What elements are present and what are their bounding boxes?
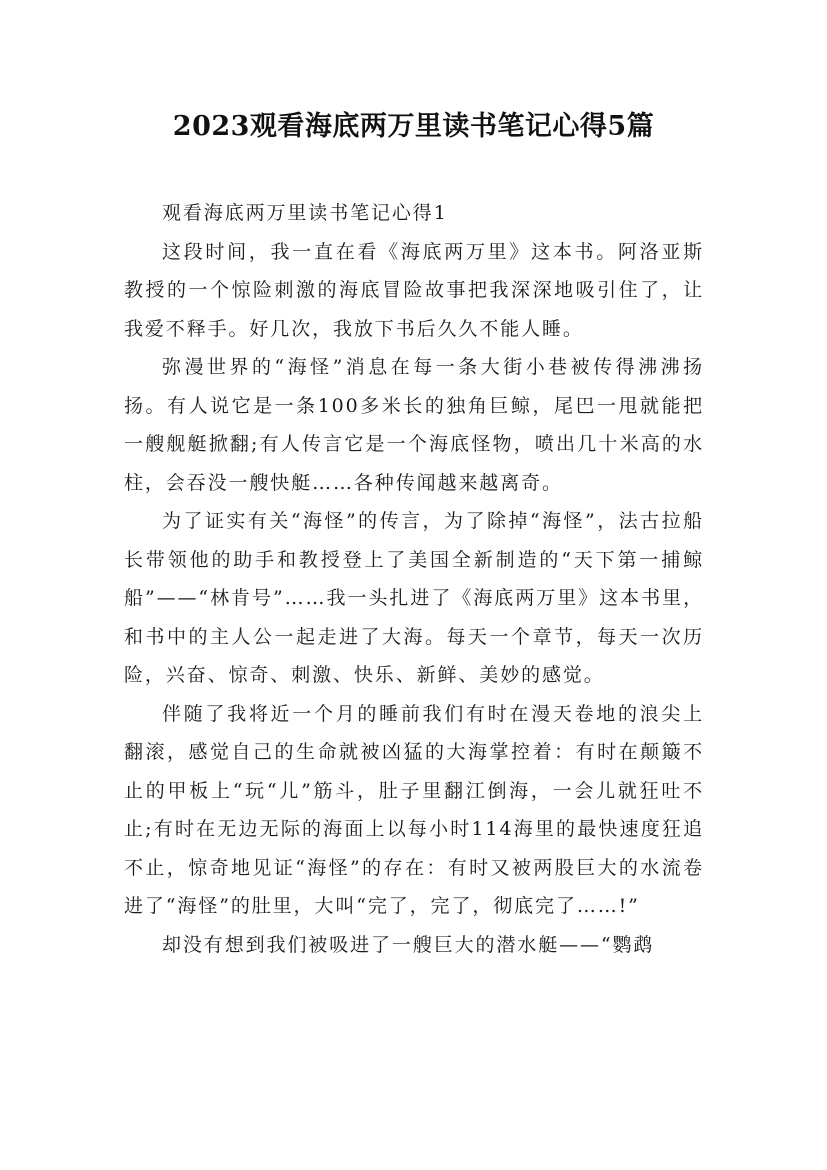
paragraph-heading: 观看海底两万里读书笔记心得1 [162,202,448,224]
paragraph: 为了证实有关“海怪”的传言，为了除掉“海怪”，法古拉船长带领他的助手和教授登上了美国全新制造的“天下第一捕鲸船”——“林肯号”……我一头扎进了《海底两万里》这本书里，和书中的主人公一起走进了大海。每天一个章节，每天一次历险，兴奋、惊奇、刺激、快乐、新鲜、美妙的感觉。 [124,510,704,686]
paragraph: 却没有想到我们被吸进了一艘巨大的潜水艇——“鹦鹉 [162,933,655,956]
document-title: 2023观看海底两万里读书笔记心得5篇 [172,111,655,142]
document-body [124,194,704,964]
paragraph: 弥漫世界的“海怪”消息在每一条大街小巷被传得沸沸扬扬。有人说它是一条100多米长的独角巨鲸，尾巴一甩就能把一艘舰艇掀翻;有人传言它是一个海底怪物，喷出几十米高的水柱，会吞没一艘快艇……各种传闻越来越离奇。 [124,356,704,494]
paragraph: 伴随了我将近一个月的睡前我们有时在漫天卷地的浪尖上翻滚，感觉自己的生命就被凶猛的大海掌控着：有时在颠簸不止的甲板上“玩“儿”筋斗，肚子里翻江倒海，一会儿就狂吐不止;有时在无边无际的海面上以每小时114海里的最快速度狂追不止，惊奇地见证“海怪”的存在：有时又被两股巨大的水流卷进了“海怪”的肚里，大叫“完了，完了，彻底完了……!” [124,702,704,917]
paragraph: 这段时间，我一直在看《海底两万里》这本书。阿洛亚斯教授的一个惊险刺激的海底冒险故事把我深深地吸引住了，让我爱不释手。好几次，我放下书后久久不能人睡。 [124,240,704,340]
